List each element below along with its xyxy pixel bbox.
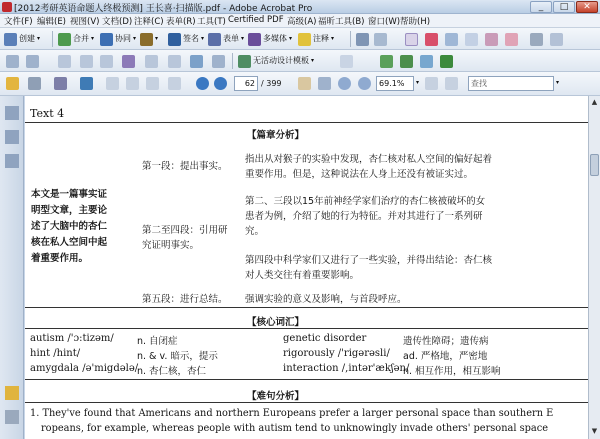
fit-width-button[interactable] bbox=[445, 75, 458, 91]
page-icon bbox=[58, 55, 71, 68]
design-template-dropdown[interactable]: 无活动设计模板 ▾ bbox=[238, 53, 314, 69]
title-bar bbox=[0, 0, 600, 14]
tool-8-button[interactable] bbox=[168, 53, 181, 69]
sentence-line-2: ropeans, for example, whereas people with autism tend to unknowingly invade others' personal space bbox=[41, 423, 549, 434]
vocab-word2-2: rigorously /'rigərəsli/ bbox=[283, 348, 390, 359]
forms-icon bbox=[208, 33, 221, 46]
zoom-out-button[interactable] bbox=[338, 75, 351, 91]
previous-page-button[interactable] bbox=[196, 75, 209, 91]
row-1-content-1: 指出从对猴子的实验中发现，杏仁核对私人空间的偏好起着 bbox=[245, 154, 493, 165]
minimize-button[interactable]: _ bbox=[530, 1, 552, 13]
textbox-icon bbox=[550, 33, 563, 46]
tool-11-button[interactable] bbox=[340, 53, 353, 69]
vocab-word2-3: interaction /,intər'ækʃən/ bbox=[283, 363, 410, 374]
summary-line-2: 明型文章，主要论 bbox=[31, 205, 108, 216]
row-4-label: 第五段：进行总结。 bbox=[142, 294, 228, 305]
multimedia-button[interactable]: 多媒体 ▾ bbox=[248, 31, 292, 47]
search-icon bbox=[26, 55, 39, 68]
tool-16-button[interactable] bbox=[106, 75, 119, 91]
page-icon bbox=[106, 77, 119, 90]
page-icon bbox=[145, 55, 158, 68]
summary-bottom-rule bbox=[25, 307, 588, 308]
textbox-tool-button[interactable] bbox=[550, 31, 563, 47]
tag-icon bbox=[190, 55, 203, 68]
select-text-button[interactable] bbox=[318, 75, 331, 91]
row-1-label: 第一段：提出事实。 bbox=[142, 161, 228, 172]
pencil-icon bbox=[405, 33, 418, 46]
rectangle-tool-button[interactable] bbox=[485, 31, 498, 47]
arrow-up-icon bbox=[196, 77, 209, 90]
tool-4-button[interactable] bbox=[80, 53, 93, 69]
tool-15-button[interactable] bbox=[440, 53, 453, 69]
page-icon bbox=[80, 55, 93, 68]
row-4-content-1: 强调实验的意义及影响，与首段呼应。 bbox=[245, 294, 407, 305]
rectangle-icon bbox=[485, 33, 498, 46]
row-3-content-2: 对人类交往有着重要影响。 bbox=[245, 270, 360, 281]
collaborate-button[interactable]: 协同 ▾ bbox=[100, 31, 136, 47]
fit-page-button[interactable] bbox=[425, 75, 438, 91]
tool-2-button[interactable] bbox=[26, 53, 39, 69]
markup-icon bbox=[374, 33, 387, 46]
tool-9-button[interactable] bbox=[190, 53, 203, 69]
pages-icon[interactable] bbox=[5, 106, 19, 120]
vocab-word-1: autism /'ɔ:tizəm/ bbox=[30, 333, 114, 344]
vocab-bottom-rule bbox=[25, 379, 588, 380]
tool-7-button[interactable] bbox=[145, 53, 158, 69]
open-button[interactable] bbox=[6, 75, 19, 91]
email-icon bbox=[80, 77, 93, 90]
summary-line-1: 本文是一篇事实证 bbox=[31, 189, 108, 200]
print-button[interactable] bbox=[28, 75, 41, 91]
attach-icon bbox=[530, 33, 543, 46]
sign-pen-icon bbox=[168, 33, 181, 46]
vocab-def2-1: 遗传性障碍；遗传病 bbox=[403, 336, 489, 347]
arrow-down-icon bbox=[214, 77, 227, 90]
summary-line-3: 述了大脑中的杏仁 bbox=[31, 221, 108, 232]
toolbar-separator bbox=[350, 31, 351, 47]
tool-13-button[interactable] bbox=[400, 53, 413, 69]
tool-12-button[interactable] bbox=[380, 53, 393, 69]
menu-certified-pdf[interactable]: Certified PDF bbox=[228, 15, 284, 25]
menu-foxit-tools[interactable]: 福昕工具(B) bbox=[318, 17, 365, 27]
select-tool-button[interactable] bbox=[356, 31, 369, 47]
navigation-panel bbox=[0, 96, 24, 439]
vocab-def-2: n. & v. 暗示，提示 bbox=[137, 351, 218, 362]
row-2-content-2: 患者为例，介绍了她的行为特征。并对其进行了一系列研 bbox=[245, 211, 483, 222]
tool-18-button[interactable] bbox=[146, 75, 159, 91]
collaborate-icon bbox=[100, 33, 113, 46]
page-number-input[interactable]: 62 bbox=[234, 76, 258, 91]
forms-button[interactable]: 表单 ▾ bbox=[208, 31, 244, 47]
row-2-label-2: 究证明事实。 bbox=[142, 240, 200, 251]
zoom-in-icon bbox=[358, 77, 371, 90]
search-dropdown[interactable]: ▾ bbox=[556, 79, 560, 86]
lock-icon bbox=[140, 33, 153, 46]
cursor-icon bbox=[318, 77, 331, 90]
document-page bbox=[25, 96, 588, 439]
select-icon bbox=[356, 33, 369, 46]
close-button[interactable]: ✕ bbox=[576, 1, 598, 13]
vocab-word-3: amygdala /ə'migdələ/ bbox=[30, 363, 139, 374]
comments-icon[interactable] bbox=[5, 386, 19, 400]
toolbar-separator bbox=[232, 53, 233, 69]
comment-icon bbox=[298, 33, 311, 46]
navigation-toolbar bbox=[0, 72, 600, 96]
row-2-label: 第二至四段：引用研 bbox=[142, 225, 228, 236]
section-title: 【篇章分析】 bbox=[247, 130, 305, 141]
sign-button[interactable]: 签名 ▾ bbox=[168, 31, 204, 47]
sentence-line-1: 1. They've found that Americans and northern Europeans prefer a larger personal space than southern E bbox=[30, 408, 554, 419]
comment-icon bbox=[380, 55, 393, 68]
menu-comments[interactable]: 注释(C) bbox=[134, 17, 164, 27]
signatures-icon[interactable] bbox=[5, 154, 19, 168]
task-toolbar bbox=[0, 28, 600, 50]
shape-tool-button[interactable] bbox=[425, 31, 438, 47]
line-icon bbox=[445, 33, 458, 46]
summary-line-5: 着重要作用。 bbox=[31, 253, 89, 264]
page-icon bbox=[168, 77, 181, 90]
attachments-icon[interactable] bbox=[5, 410, 19, 424]
box-icon bbox=[420, 55, 433, 68]
tool-6-button[interactable] bbox=[122, 53, 135, 69]
arrow-icon bbox=[212, 55, 225, 68]
create-button[interactable]: 创建 ▾ bbox=[4, 31, 40, 47]
template-icon bbox=[238, 55, 251, 68]
vocab-def-3: n. 杏仁核，杏仁 bbox=[137, 366, 207, 377]
page-icon bbox=[146, 77, 159, 90]
tool-1-button[interactable] bbox=[6, 53, 19, 69]
disk-icon bbox=[54, 77, 67, 90]
vocab-def2-3: n. 相互作用，相互影响 bbox=[403, 366, 501, 377]
zoom-level-input[interactable]: 69.1% bbox=[376, 76, 414, 91]
hand-icon bbox=[298, 77, 311, 90]
tool-5-button[interactable] bbox=[100, 53, 113, 69]
zoom-in-button[interactable] bbox=[358, 75, 371, 91]
markup-tool-button[interactable] bbox=[374, 31, 387, 47]
row-2-content-3: 究。 bbox=[245, 226, 265, 237]
toolbar-separator bbox=[52, 31, 53, 47]
next-page-button[interactable] bbox=[214, 75, 227, 91]
menu-help[interactable]: 帮助(H) bbox=[400, 17, 431, 27]
vocab-word2-1: genetic disorder bbox=[283, 333, 367, 344]
tool-14-button[interactable] bbox=[420, 53, 433, 69]
forms-toolbar bbox=[0, 50, 600, 72]
tool-19-button[interactable] bbox=[168, 75, 181, 91]
scroll-down-arrow[interactable]: ▼ bbox=[591, 427, 598, 435]
vocab-def-1: n. 自闭症 bbox=[137, 336, 178, 347]
bookmarks-icon[interactable] bbox=[5, 130, 19, 144]
grid-icon bbox=[6, 55, 19, 68]
menu-file[interactable]: 文件(F) bbox=[4, 17, 33, 27]
vertical-scrollbar[interactable] bbox=[588, 96, 600, 439]
shape-icon bbox=[425, 33, 438, 46]
secure-button[interactable]: ▾ bbox=[140, 31, 158, 47]
hand-tool-button[interactable] bbox=[298, 75, 311, 91]
search-input[interactable]: 查找 bbox=[468, 76, 554, 91]
highlight-tool-button[interactable] bbox=[505, 31, 518, 47]
page-icon bbox=[126, 77, 139, 90]
highlight-icon bbox=[505, 33, 518, 46]
tool-17-button[interactable] bbox=[126, 75, 139, 91]
menu-view[interactable]: 视图(V) bbox=[70, 17, 100, 27]
page-icon bbox=[100, 55, 113, 68]
stamp-icon bbox=[465, 33, 478, 46]
fit-page-icon bbox=[425, 77, 438, 90]
vocab-word-2: hint /hint/ bbox=[30, 348, 81, 359]
scroll-up-arrow[interactable]: ▲ bbox=[591, 98, 598, 106]
acrobat-app-icon bbox=[2, 2, 12, 12]
menu-window[interactable]: 窗口(W) bbox=[368, 17, 401, 27]
zoom-out-icon bbox=[338, 77, 351, 90]
sentence-title: 【难句分析】 bbox=[247, 391, 305, 402]
comment-button[interactable]: 注释 ▾ bbox=[298, 31, 334, 47]
menu-advanced[interactable]: 高级(A) bbox=[287, 17, 317, 27]
email-button[interactable] bbox=[80, 75, 93, 91]
stamp-tool-button[interactable] bbox=[465, 31, 478, 47]
vocab-title: 【核心词汇】 bbox=[247, 317, 305, 328]
menu-tools[interactable]: 工具(T) bbox=[197, 17, 226, 27]
printer-icon bbox=[28, 77, 41, 90]
line-tool-button[interactable] bbox=[445, 31, 458, 47]
comment-icon bbox=[400, 55, 413, 68]
top-rule bbox=[25, 122, 588, 123]
sentence-top-rule bbox=[25, 402, 588, 403]
attach-tool-button[interactable] bbox=[530, 31, 543, 47]
menu-edit[interactable]: 编辑(E) bbox=[37, 17, 67, 27]
combine-button[interactable]: 合并 ▾ bbox=[58, 31, 94, 47]
folder-icon bbox=[6, 77, 19, 90]
page-icon bbox=[168, 55, 181, 68]
tool-10-button[interactable] bbox=[212, 53, 225, 69]
combine-icon bbox=[58, 33, 71, 46]
window-title: [2012考研英语命题人终极预测] 王长喜·扫描版.pdf - Adobe Acrobat Pro bbox=[14, 4, 313, 14]
row-1-content-2: 重要作用。但是，这种说法在人身上还没有被证实过。 bbox=[245, 169, 474, 180]
scroll-thumb[interactable] bbox=[590, 154, 599, 176]
text-heading: Text 4 bbox=[30, 107, 65, 120]
page-total: / 399 bbox=[261, 79, 282, 88]
summary-line-4: 核在私人空间中起 bbox=[31, 237, 108, 248]
fit-width-icon bbox=[445, 77, 458, 90]
row-2-content-1: 第二、三段以15年前神经学家们治疗的杏仁核被破坏的女 bbox=[245, 196, 486, 207]
menu-document[interactable]: 文档(D) bbox=[102, 17, 133, 27]
vocab-def2-2: ad. 严格地，严密地 bbox=[403, 351, 488, 362]
vocab-top-rule bbox=[25, 328, 588, 329]
image-icon bbox=[122, 55, 135, 68]
maximize-button[interactable]: □ bbox=[553, 1, 575, 13]
pencil-tool-button[interactable] bbox=[405, 31, 418, 47]
save-button[interactable] bbox=[54, 75, 67, 91]
menu-bar bbox=[0, 14, 600, 28]
tool-3-button[interactable] bbox=[58, 53, 71, 69]
layers-icon bbox=[440, 55, 453, 68]
create-pdf-icon bbox=[4, 33, 17, 46]
zoom-dropdown[interactable]: ▾ bbox=[416, 79, 420, 86]
multimedia-icon bbox=[248, 33, 261, 46]
row-3-content-1: 第四段中科学家们又进行了一些实验，并得出结论：杏仁核 bbox=[245, 255, 493, 266]
menu-forms[interactable]: 表单(R) bbox=[166, 17, 196, 27]
list-icon bbox=[340, 55, 353, 68]
